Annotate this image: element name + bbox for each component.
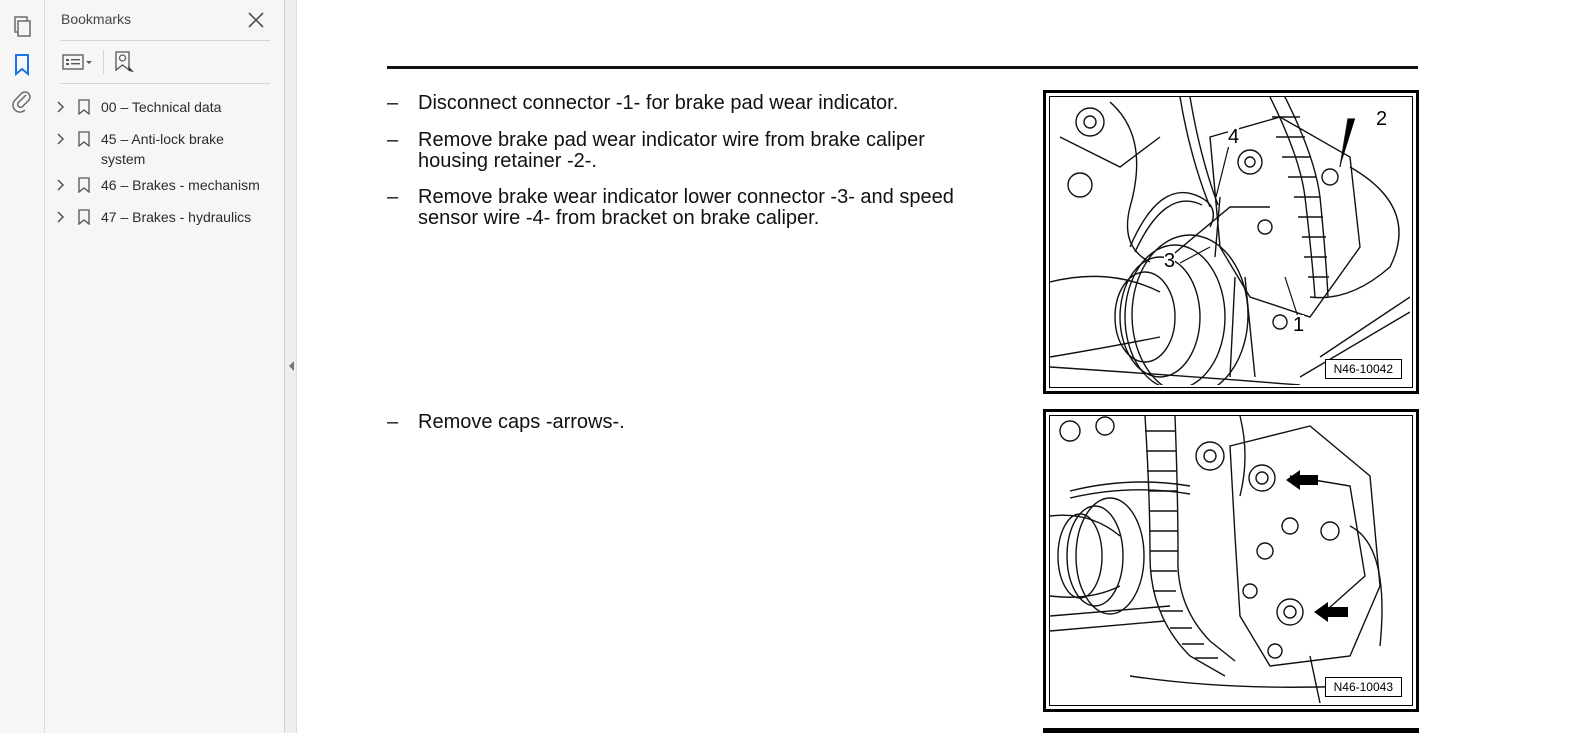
callout-label: 3: [1164, 250, 1176, 272]
new-bookmark-icon[interactable]: [112, 50, 136, 74]
panel-title: Bookmarks: [61, 11, 132, 27]
brake-caliper-illustration: [1050, 416, 1410, 703]
attachment-icon[interactable]: [8, 87, 36, 115]
bookmarks-panel: [45, 0, 285, 733]
panel-divider: [60, 40, 270, 41]
chevron-right-icon[interactable]: [55, 209, 67, 225]
chevron-right-icon[interactable]: [55, 131, 67, 147]
panel-splitter[interactable]: [285, 0, 297, 733]
pages-icon[interactable]: [8, 13, 36, 41]
panel-divider: [60, 83, 270, 84]
collapse-arrow-icon[interactable]: [287, 359, 295, 373]
chevron-right-icon[interactable]: [55, 99, 67, 115]
bookmark-label: 47 – Brakes - hydraulics: [101, 209, 252, 225]
step-text: Remove brake pad wear indicator wire from brake caliper housing retainer -2-.: [418, 129, 925, 172]
step-dash: –: [387, 92, 399, 114]
step-dash: –: [387, 186, 399, 208]
figure-code: N46-10043: [1325, 677, 1402, 697]
step-dash: –: [387, 129, 399, 151]
close-icon[interactable]: [245, 9, 267, 31]
document-page: [297, 0, 1570, 733]
navigation-rail: [0, 0, 45, 733]
callout-label: 1: [1293, 314, 1305, 336]
figure-caliper-connectors: [1043, 90, 1419, 394]
toolbar-separator: [103, 50, 104, 74]
bookmark-options-icon[interactable]: [61, 50, 95, 74]
step-text: Disconnect connector -1- for brake pad wear indicator.: [418, 92, 899, 114]
chevron-right-icon[interactable]: [55, 177, 67, 193]
bookmark-icon[interactable]: [8, 51, 36, 79]
step-text: Remove brake wear indicator lower connector -3- and speed sensor wire -4- from bracket on brake caliper.: [418, 186, 954, 229]
bookmark-icon: [77, 99, 91, 115]
step-dash: –: [387, 411, 399, 433]
bookmark-label: 45 – Anti-lock brake system: [101, 131, 224, 167]
callout-label: 2: [1376, 108, 1388, 130]
step-text: Remove caps -arrows-.: [418, 411, 625, 433]
bookmark-label: 46 – Brakes - mechanism: [101, 177, 260, 193]
figure-code: N46-10042: [1325, 359, 1402, 379]
figure-caliper-caps: [1043, 409, 1419, 712]
bookmark-label: 00 – Technical data: [101, 99, 222, 115]
bookmark-icon: [77, 209, 91, 225]
header-rule: [387, 66, 1418, 69]
figure-illustration: [1049, 96, 1413, 388]
callout-label: 4: [1228, 126, 1240, 148]
bookmark-icon: [77, 177, 91, 193]
next-figure-border: [1043, 728, 1419, 733]
figure-illustration: [1049, 415, 1413, 706]
bookmark-icon: [77, 131, 91, 147]
